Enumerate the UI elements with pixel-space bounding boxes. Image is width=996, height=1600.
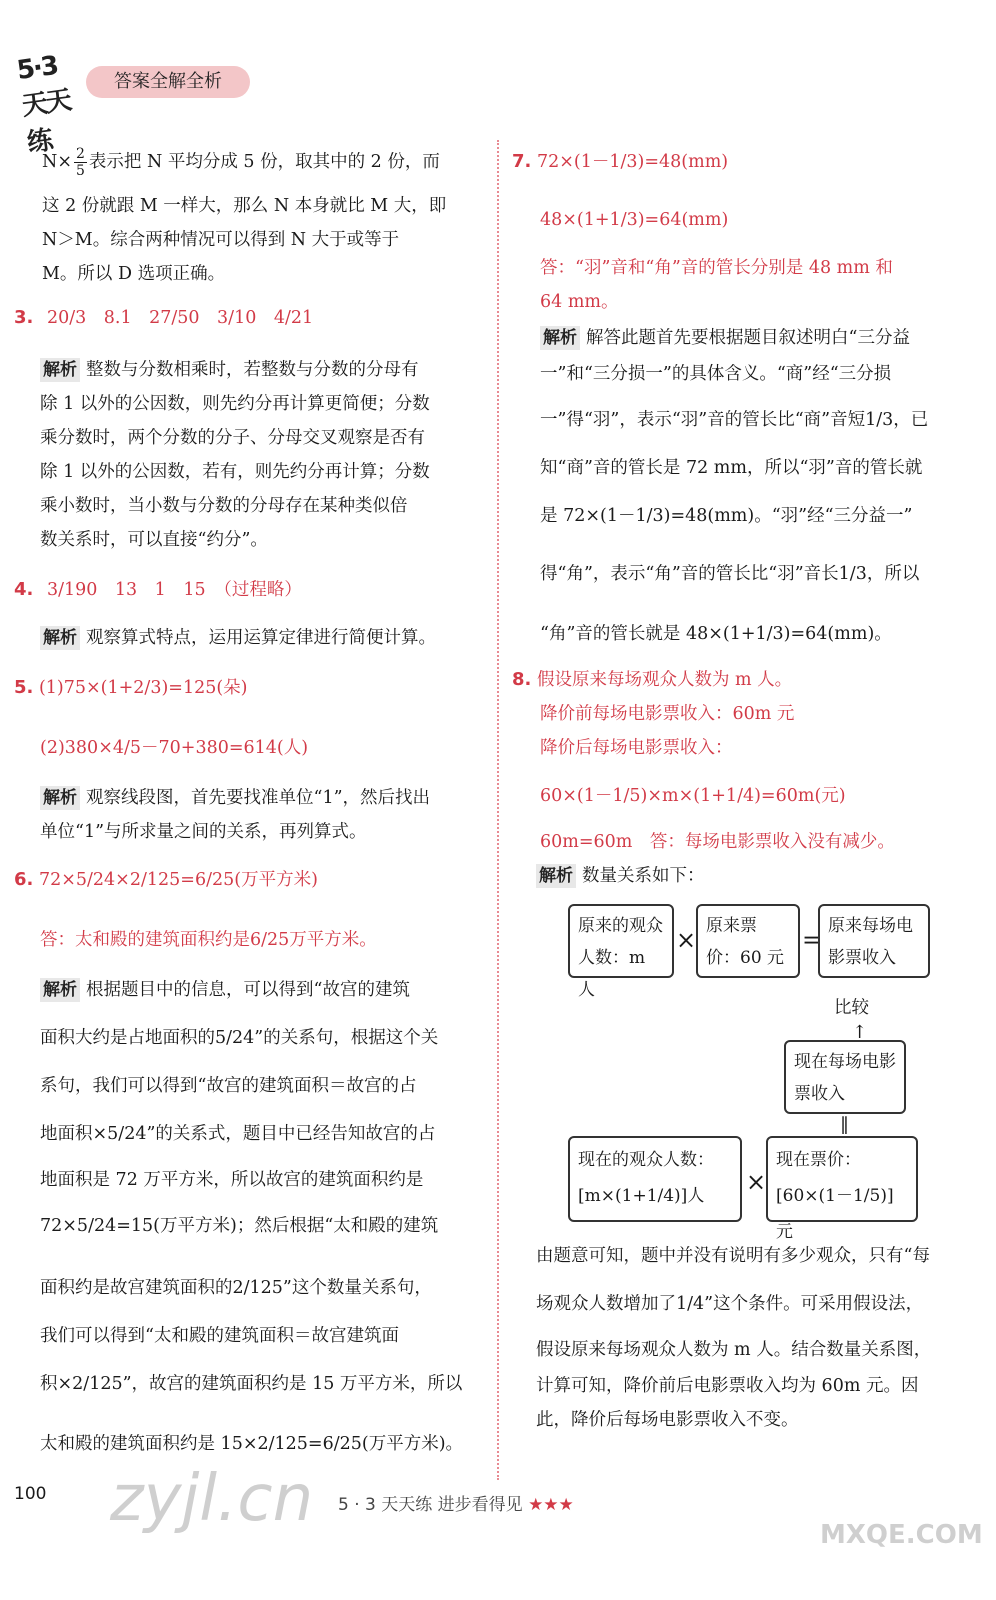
q8-line-4: 60×(1－1/5)×m×(1+1/4)=60m(元) bbox=[540, 786, 846, 806]
box-original-price: 原来票价：60 元 bbox=[696, 904, 800, 978]
q5-analysis-2: 单位“1”与所求量之间的关系，再列算式。 bbox=[40, 822, 367, 842]
q6-analysis-7: 面积约是故宫建筑面积的2/125”这个数量关系句， bbox=[40, 1278, 432, 1298]
q3-analysis-3: 乘分数时，两个分数的分子、分母交叉观察是否有 bbox=[40, 428, 425, 448]
intro-line-3: N＞M。综合两种情况可以得到 N 大于或等于 bbox=[42, 230, 400, 250]
compare-label: 比较 bbox=[834, 998, 869, 1018]
q8-line-1: 8. 假设原来每场观众人数为 m 人。 bbox=[512, 669, 793, 690]
q7-analysis-6: 得“角”，表示“角”音的管长比“羽”音长1/3，所以 bbox=[540, 564, 920, 584]
q6-line-1: 6. 72×5/24×2/125=6/25(万平方米) bbox=[14, 869, 318, 890]
watermark: zyjl.cn bbox=[110, 1462, 314, 1536]
q6-analysis-9: 积×2/125”，故宫的建筑面积约是 15 万平方米，所以 bbox=[40, 1374, 463, 1394]
intro-line-2: 这 2 份就跟 M 一样大，那么 N 本身就比 M 大，即 bbox=[42, 196, 447, 216]
q6-analysis-4: 地面积×5/24”的关系式，题目中已经告知故宫的占 bbox=[40, 1124, 436, 1144]
q3-analysis-1: 解析 整数与分数相乘时，若整数与分数的分母有 bbox=[40, 358, 419, 382]
times-sign: × bbox=[676, 926, 697, 954]
times-sign-2: × bbox=[746, 1168, 767, 1196]
q8-line-3: 降价后每场电影票收入： bbox=[540, 738, 733, 758]
q6-analysis-2: 面积大约是占地面积的5/24”的关系句，根据这个关 bbox=[40, 1028, 439, 1048]
q3-analysis-6: 数关系时，可以直接“约分”。 bbox=[40, 530, 268, 550]
q6-analysis-3: 系句，我们可以得到“故宫的建筑面积＝故宫的占 bbox=[40, 1076, 417, 1096]
q3-answers: 20/3 8.1 27/50 3/10 4/21 bbox=[46, 308, 314, 328]
q4-answer: 4. 3/190 13 1 15 （过程略） bbox=[14, 579, 302, 600]
intro-line-1: N× $\frac{2}{5}$ 表示把 N 平均分成 5 份，取其中的 2 份，而 bbox=[42, 146, 440, 179]
q6-analysis-10: 太和殿的建筑面积约是 15×2/125=6/25(万平方米)。 bbox=[40, 1434, 464, 1454]
q7-analysis-2: 一”和“三分损一”的具体含义。“商”经“三分损 bbox=[540, 364, 892, 384]
intro-line-4: M。所以 D 选项正确。 bbox=[42, 264, 226, 284]
q7-line-2: 48×(1+1/3)=64(mm) bbox=[540, 210, 729, 230]
q5-line-1: 5. (1)75×(1+2/3)=125(朵) bbox=[14, 677, 248, 698]
q7-analysis-5: 是 72×(1－1/3)=48(mm)。“羽”经“三分益一” bbox=[540, 506, 913, 526]
conclusion-2: 场观众人数增加了1/4”这个条件。可采用假设法， bbox=[536, 1294, 924, 1314]
q6-analysis-5: 地面积是 72 万平方米，所以故宫的建筑面积约是 bbox=[40, 1170, 424, 1190]
q6-analysis-1: 解析 根据题目中的信息，可以得到“故宫的建筑 bbox=[40, 978, 410, 1002]
q3-analysis-5: 乘小数时，当小数与分数的分母存在某种类似倍 bbox=[40, 496, 408, 516]
box-original-income: 原来每场电影票收入 bbox=[818, 904, 930, 978]
conclusion-5: 此，降价后每场电影票收入不变。 bbox=[536, 1410, 799, 1430]
q8-line-2: 降价前每场电影票收入：60m 元 bbox=[540, 704, 795, 724]
q3-analysis-4: 除 1 以外的公因数，若有，则先约分再计算；分数 bbox=[40, 462, 430, 482]
q4-analysis: 解析 观察算式特点，运用运算定律进行简便计算。 bbox=[40, 626, 436, 650]
conclusion-4: 计算可知，降价前后电影票收入均为 60m 元。因 bbox=[536, 1376, 919, 1396]
double-line-icon: ‖ bbox=[840, 1114, 849, 1135]
arrow-up-icon: ↑ bbox=[852, 1022, 868, 1043]
q7-analysis-7: “角”音的管长就是 48×(1+1/3)=64(mm)。 bbox=[540, 624, 892, 644]
equals-sign: = bbox=[802, 926, 823, 954]
footer-slogan: 5 · 3 天天练 进步看得见 ★★★ bbox=[338, 1495, 574, 1515]
section-title: 答案全解全析 bbox=[86, 66, 250, 98]
q6-answer: 答：太和殿的建筑面积约是6/25万平方米。 bbox=[40, 930, 377, 950]
watermark-2: MXQE.COM bbox=[820, 1520, 983, 1550]
page-number: 100 bbox=[14, 1484, 47, 1504]
q8-analysis: 解析 数量关系如下： bbox=[536, 864, 705, 888]
q7-analysis-1: 解析 解答此题首先要根据题目叙述明白“三分益 bbox=[540, 326, 910, 350]
box-current-audience: 现在的观众人数：[m×(1+1/4)]人 bbox=[568, 1136, 742, 1222]
q5-line-2: (2)380×4/5－70+380=614(人) bbox=[40, 738, 309, 758]
q7-analysis-3: 一”得“羽”，表示“羽”音的管长比“商”音短1/3，已 bbox=[540, 410, 929, 430]
logo: 5·3天天练 bbox=[15, 50, 72, 159]
q3-analysis-2: 除 1 以外的公因数，则先约分再计算更简便；分数 bbox=[40, 394, 430, 414]
conclusion-3: 假设原来每场观众人数为 m 人。结合数量关系图， bbox=[536, 1340, 932, 1360]
box-current-price: 现在票价：[60×(1－1/5)]元 bbox=[766, 1136, 918, 1222]
q7-answer-2: 64 mm。 bbox=[540, 292, 619, 312]
q6-analysis-6: 72×5/24=15(万平方米)；然后根据“太和殿的建筑 bbox=[40, 1216, 439, 1236]
q3-answer: 3. 20/3 8.1 27/50 3/10 4/21 bbox=[14, 307, 314, 328]
column-divider bbox=[497, 140, 499, 1480]
q7-line-1: 7. 72×(1－1/3)=48(mm) bbox=[512, 151, 729, 172]
q7-answer-1: 答：“羽”音和“角”音的管长分别是 48 mm 和 bbox=[540, 258, 893, 278]
q6-analysis-8: 我们可以得到“太和殿的建筑面积＝故宫建筑面 bbox=[40, 1326, 399, 1346]
box-current-income: 现在每场电影票收入 bbox=[784, 1040, 906, 1114]
q8-line-5: 60m=60m 答：每场电影票收入没有减少。 bbox=[540, 832, 895, 852]
box-original-audience: 原来的观众人数：m 人 bbox=[568, 904, 674, 978]
conclusion-1: 由题意可知，题中并没有说明有多少观众，只有“每 bbox=[536, 1246, 930, 1266]
q7-analysis-4: 知“商”音的管长是 72 mm，所以“羽”音的管长就 bbox=[540, 458, 923, 478]
q5-analysis-1: 解析 观察线段图，首先要找准单位“1”，然后找出 bbox=[40, 786, 430, 810]
